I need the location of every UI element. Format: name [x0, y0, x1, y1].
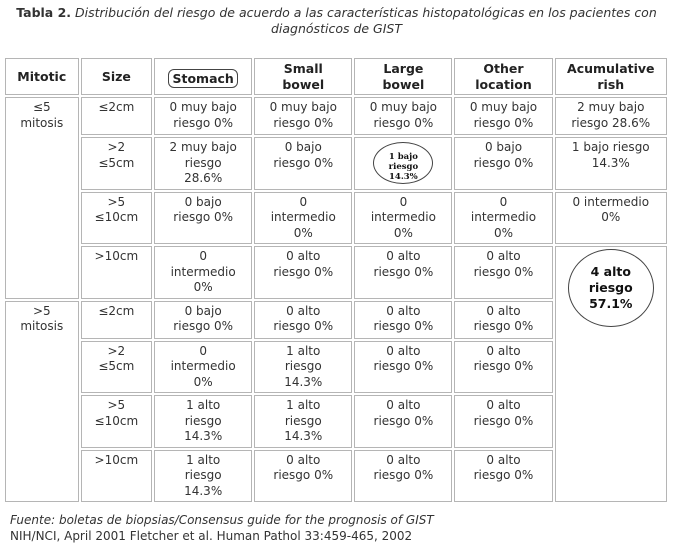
- other-location-cell: 0 intermedio 0%: [454, 192, 552, 245]
- highlight-circle-large: 4 alto riesgo 57.1%: [568, 249, 654, 327]
- caption-text: Distribución del riesgo de acuerdo a las características histopatológicas en los pacientes con diagnósticos de GIST: [75, 5, 657, 36]
- table-caption: [0, 5, 673, 37]
- small-bowel-cell: 0 alto riesgo 0%: [254, 450, 352, 503]
- other-location-cell: 0 alto riesgo 0%: [454, 450, 552, 503]
- source-note: [10, 512, 434, 544]
- header-stomach: [154, 58, 252, 95]
- header-acumulative: Acumulative rish: [555, 58, 667, 95]
- acumulative-cell: 1 bajo riesgo 14.3%: [555, 137, 667, 190]
- other-location-cell: 0 alto riesgo 0%: [454, 395, 552, 448]
- other-location-cell: 0 alto riesgo 0%: [454, 341, 552, 394]
- small-bowel-cell: 0 alto riesgo 0%: [254, 246, 352, 299]
- header-size: Size: [81, 58, 153, 95]
- other-location-cell: 0 alto riesgo 0%: [454, 246, 552, 299]
- header-mitotic: Mitotic: [5, 58, 79, 95]
- header-stomach-label: Stomach: [168, 69, 237, 89]
- large-bowel-cell: 0 alto riesgo 0%: [354, 450, 452, 503]
- acumulative-alto-cell: [555, 246, 667, 502]
- table-row: [5, 246, 667, 299]
- table-row: [5, 192, 667, 245]
- size-cell: >10cm: [81, 246, 153, 299]
- other-location-cell: 0 muy bajo riesgo 0%: [454, 97, 552, 135]
- small-bowel-cell: 1 alto riesgo 14.3%: [254, 341, 352, 394]
- stomach-cell: 0 bajo riesgo 0%: [154, 301, 252, 339]
- stomach-cell: 1 alto riesgo 14.3%: [154, 395, 252, 448]
- size-cell: >5 ≤10cm: [81, 192, 153, 245]
- stomach-cell: 2 muy bajo riesgo 28.6%: [154, 137, 252, 190]
- small-bowel-cell: 0 alto riesgo 0%: [254, 301, 352, 339]
- other-location-cell: 0 bajo riesgo 0%: [454, 137, 552, 190]
- stomach-cell: 0 muy bajo riesgo 0%: [154, 97, 252, 135]
- small-bowel-cell: 0 muy bajo riesgo 0%: [254, 97, 352, 135]
- large-bowel-cell: 0 muy bajo riesgo 0%: [354, 97, 452, 135]
- size-cell: >5 ≤10cm: [81, 395, 153, 448]
- table-row: [5, 97, 667, 135]
- source-line-1: Fuente: boletas de biopsias/Consensus guide for the prognosis of GIST: [10, 513, 434, 527]
- stomach-cell: 1 alto riesgo 14.3%: [154, 450, 252, 503]
- acumulative-cell: 0 intermedio 0%: [555, 192, 667, 245]
- large-bowel-cell: 0 alto riesgo 0%: [354, 395, 452, 448]
- size-cell: >2 ≤5cm: [81, 137, 153, 190]
- size-cell: >10cm: [81, 450, 153, 503]
- stomach-cell: 0 bajo riesgo 0%: [154, 192, 252, 245]
- header-other-location: Other location: [454, 58, 552, 95]
- size-cell: >2 ≤5cm: [81, 341, 153, 394]
- table-row: [5, 137, 667, 190]
- acumulative-cell: 2 muy bajo riesgo 28.6%: [555, 97, 667, 135]
- header-small-bowel: Small bowel: [254, 58, 352, 95]
- small-bowel-cell: 0 bajo riesgo 0%: [254, 137, 352, 190]
- mitotic-cell: >5 mitosis: [5, 301, 79, 503]
- header-large-bowel: Large bowel: [354, 58, 452, 95]
- small-bowel-cell: 1 alto riesgo 14.3%: [254, 395, 352, 448]
- small-bowel-cell: 0 intermedio 0%: [254, 192, 352, 245]
- large-bowel-cell: 0 alto riesgo 0%: [354, 246, 452, 299]
- large-bowel-cell: 0 alto riesgo 0%: [354, 301, 452, 339]
- large-bowel-cell: 0 intermedio 0%: [354, 192, 452, 245]
- large-bowel-cell: [354, 137, 452, 190]
- stomach-cell: 0 intermedio 0%: [154, 341, 252, 394]
- size-cell: ≤2cm: [81, 301, 153, 339]
- source-line-2: NIH/NCI, April 2001 Fletcher et al. Human Pathol 33:459-465, 2002: [10, 529, 413, 543]
- highlight-circle: 1 bajo riesgo 14.3%: [373, 142, 433, 184]
- header-row: [5, 58, 667, 95]
- other-location-cell: 0 alto riesgo 0%: [454, 301, 552, 339]
- caption-label: Tabla 2.: [16, 5, 72, 20]
- large-bowel-cell: 0 alto riesgo 0%: [354, 341, 452, 394]
- size-cell: ≤2cm: [81, 97, 153, 135]
- mitotic-cell: ≤5 mitosis: [5, 97, 79, 299]
- stomach-cell: 0 intermedio 0%: [154, 246, 252, 299]
- risk-table: [3, 56, 669, 504]
